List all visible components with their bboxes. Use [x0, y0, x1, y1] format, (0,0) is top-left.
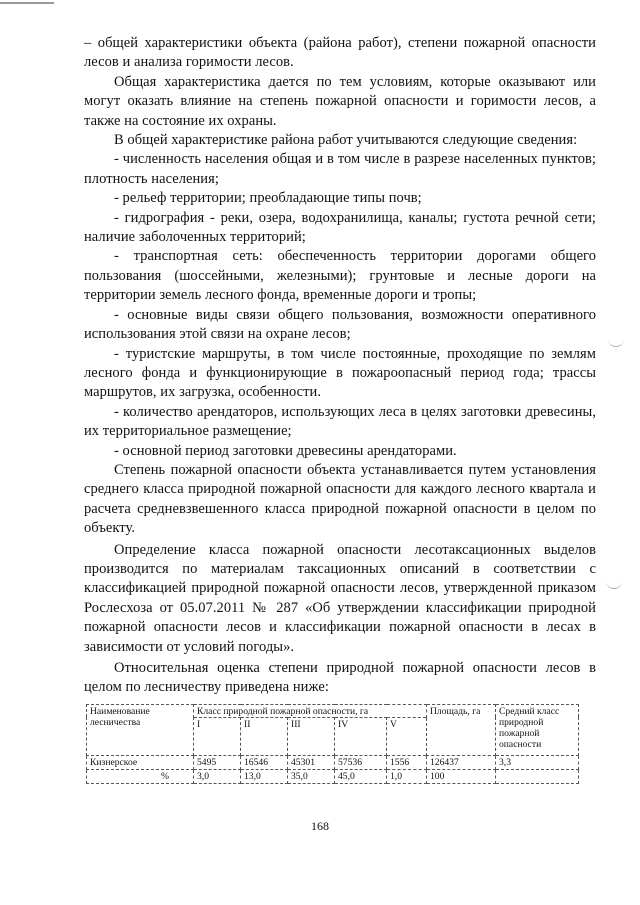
list-item: - численность населения общая и в том числе в разрезе населенных пунктов; плотность населения; [84, 151, 596, 187]
header-class-cell: II [241, 717, 288, 755]
value-cell: 45301 [288, 755, 335, 769]
header-class-cell: IV [335, 717, 387, 755]
value-cell: 16546 [241, 755, 288, 769]
row-name-cell: % [87, 769, 194, 783]
list-item: - основной период заготовки древесины арендаторами. [114, 442, 457, 459]
value-cell: 3,0 [194, 769, 241, 783]
header-avg-cell: Средний класс природной пожарной опасности [496, 704, 579, 755]
table-row [87, 755, 579, 769]
header-class-cell: V [387, 717, 427, 755]
header-class-cell: III [288, 717, 335, 755]
area-cell: 126437 [427, 755, 496, 769]
margin-scan-mark [608, 338, 624, 347]
header-class-group-cell: Класс природной пожарной опасности, га [194, 704, 427, 717]
value-cell: 5495 [194, 755, 241, 769]
value-cell: 13,0 [241, 769, 288, 783]
value-cell: 35,0 [288, 769, 335, 783]
table-row [87, 769, 579, 783]
avg-cell: 3,3 [496, 755, 579, 769]
paragraph: В общей характеристике района работ учитываются следующие сведения: [114, 132, 578, 149]
fire-danger-table-wrap [86, 704, 596, 784]
value-cell: 1556 [387, 755, 427, 769]
list-item: - рельеф территории; преобладающие типы почв; [114, 190, 422, 207]
paragraph: Определение класса пожарной опасности лесотаксационных выделов производится по материалам таксационных описаний в соответствии с классификацией природной пожарной опасности лесов, утвержденной приказом Рослесхоза от 05.07.2011 № 287 «Об утверждении классификации природной пожарной опасности лесов и классификации пожарной опасности в лесах в зависимости от условий погоды». [84, 541, 596, 655]
list-item: - гидрография - реки, озера, водохранилища, каналы; густота речной сети; наличие заболоченных территорий; [84, 209, 596, 246]
list-item: - основные виды связи общего пользования, возможности оперативного использования этой связи на охране лесов; [84, 306, 596, 343]
header-class-cell: I [194, 717, 241, 755]
value-cell: 1,0 [387, 769, 427, 783]
paragraph: Общая характеристика дается по тем условиям, которые оказывают или могут оказать влияние на степень пожарной опасности и горимости лесов, а также на состояние их охраны. [84, 73, 596, 129]
paragraph: Относительная оценка степени природной пожарной опасности лесов в целом по лесничеству приведена ниже: [84, 660, 596, 696]
paragraph: Степень пожарной опасности объекта устанавливается путем установления среднего класса природной пожарной опасности для каждого лесного квартала и расчета средневзвешенного класса природной пожарной опасности в целом по объекту. [84, 461, 596, 537]
page-number: 168 [311, 819, 329, 833]
fire-danger-table [86, 704, 579, 784]
avg-cell [496, 769, 579, 783]
list-item: - транспортная сеть: обеспеченность территории дорогами общего пользования (шоссейными, железными); грунтовые и лесные дороги на территории земель лесного фонда, временные дороги и тропы; [84, 248, 596, 304]
value-cell: 45,0 [335, 769, 387, 783]
top-edge-rule [0, 2, 54, 4]
paragraph: – общей характеристики объекта (района работ), степени пожарной опасности лесов и анализа горимости лесов. [84, 35, 596, 71]
margin-scan-mark [606, 580, 622, 589]
row-name-cell: Кизнерское [87, 755, 194, 769]
table-header-row [87, 704, 579, 717]
document-page [84, 34, 596, 784]
area-cell: 100 [427, 769, 496, 783]
list-item: - количество арендаторов, использующих леса в целях заготовки древесины, их территориальное размещение; [84, 403, 596, 440]
value-cell: 57536 [335, 755, 387, 769]
header-name-cell: Наименование лесничества [87, 704, 194, 755]
list-item: - туристские маршруты, в том числе постоянные, проходящие по землям лесного фонда и функционирующие в пожароопасный период года; трассы маршрутов, их загрузка, особенности. [84, 345, 596, 401]
header-area-cell: Площадь, га [427, 704, 496, 755]
